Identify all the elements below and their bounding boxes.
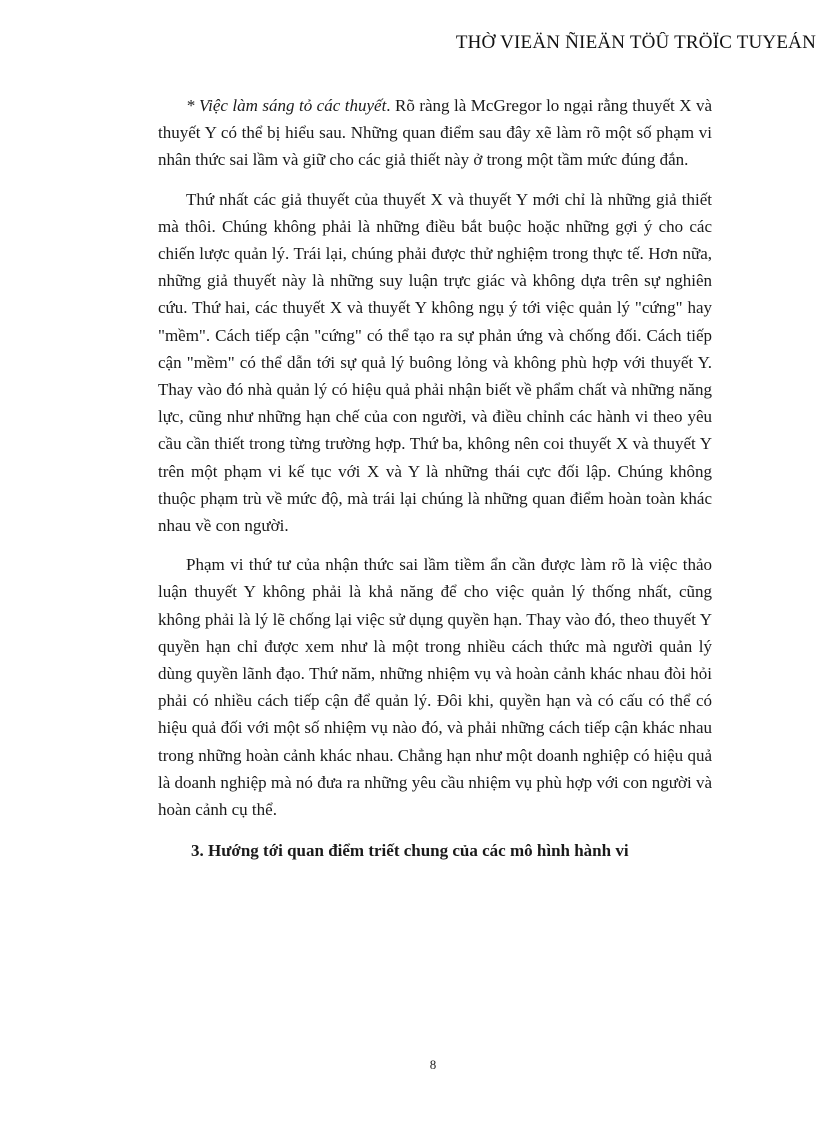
paragraph-first-second-third: Thứ nhất các giả thuyết của thuyết X và thuyết Y mới chỉ là những giả thiết mà thôi. Chúng không phải là những điều bắt buộc hoặc những gợi ý cho các chiến lược quản lý. Trái lại, chúng phải được thử nghiệm trong thực tế. Hơn nữa, những giả thuyết này là những suy luận trực giác và không dựa trên sự nghiên cứu. Thứ hai, các thuyết X và thuyết Y không ngụ ý tới việc quản lý "cứng" hay "mềm". Cách tiếp cận "cứng" có thể tạo ra sự phản ứng và chống đối. Cách tiếp cận "mềm" có thể dẫn tới sự quả lý buông lỏng và không phù hợp với thuyết Y. Thay vào đó nhà quản lý có hiệu quả phải nhận biết về phẩm chất và những năng lực, cũng như những hạn chế của con người, và điều chỉnh các hành vi theo yêu cầu cần thiết trong từng trường hợp. Thứ ba, không nên coi thuyết X và thuyết Y trên một phạm vi kế tục với X và Y là những thái cực đối lập. Chúng không thuộc phạm trù về mức độ, mà trái lại chúng là những quan điểm hoàn toàn khác nhau về con người. — [158, 189, 712, 536]
document-body — [158, 92, 712, 864]
paragraph-text: . Rõ ràng là McGregor lo ngại rằng thuyết X và thuyết Y có thể bị hiểu sau. Những quan điểm sau đây xẽ làm rõ một số phạm vi nhân thức sai lầm và giữ cho các giả thiết này ở trong một tầm mức đúng đắn. — [158, 96, 712, 170]
section-heading: 3. Hướng tới quan điểm triết chung của các mô hình hành vi — [191, 841, 629, 861]
paragraph-fourth-fifth: Phạm vi thứ tư của nhận thức sai lầm tiềm ẩn cần được làm rõ là việc thảo luận thuyết Y không phải là khả năng để cho việc quản lý thống nhất, cũng không phải là lý lẽ chống lại việc sử dụng quyền hạn. Thay vào đó, theo thuyết Y quyền hạn chỉ được xem như là một trong nhiều cách thức mà người quản lý dùng quyền lãnh đạo. Thứ năm, những nhiệm vụ và hoàn cảnh khác nhau đòi hỏi phải có nhiều cách tiếp cận để quản lý. Đôi khi, quyền hạn và có cấu có thể có hiệu quả đối với một số nhiệm vụ nào đó, và phải những cách tiếp cận khác nhau trong những hoàn cảnh khác nhau. Chẳng hạn như một doanh nghiệp có hiệu quả là doanh nghiệp mà nó đưa ra những yêu cầu nhiệm vụ phù hợp với con người và hoàn cảnh cụ thể. — [158, 555, 712, 820]
paragraph-clarification — [158, 92, 712, 174]
paragraph-lead: * Việc làm sáng tỏ các thuyết — [186, 96, 387, 115]
page-number: 8 — [429, 1057, 437, 1072]
page-header: THỜ VIEÄN ÑIEÄN TÖÛ TRÖÏC TUYEÁN — [455, 32, 816, 53]
